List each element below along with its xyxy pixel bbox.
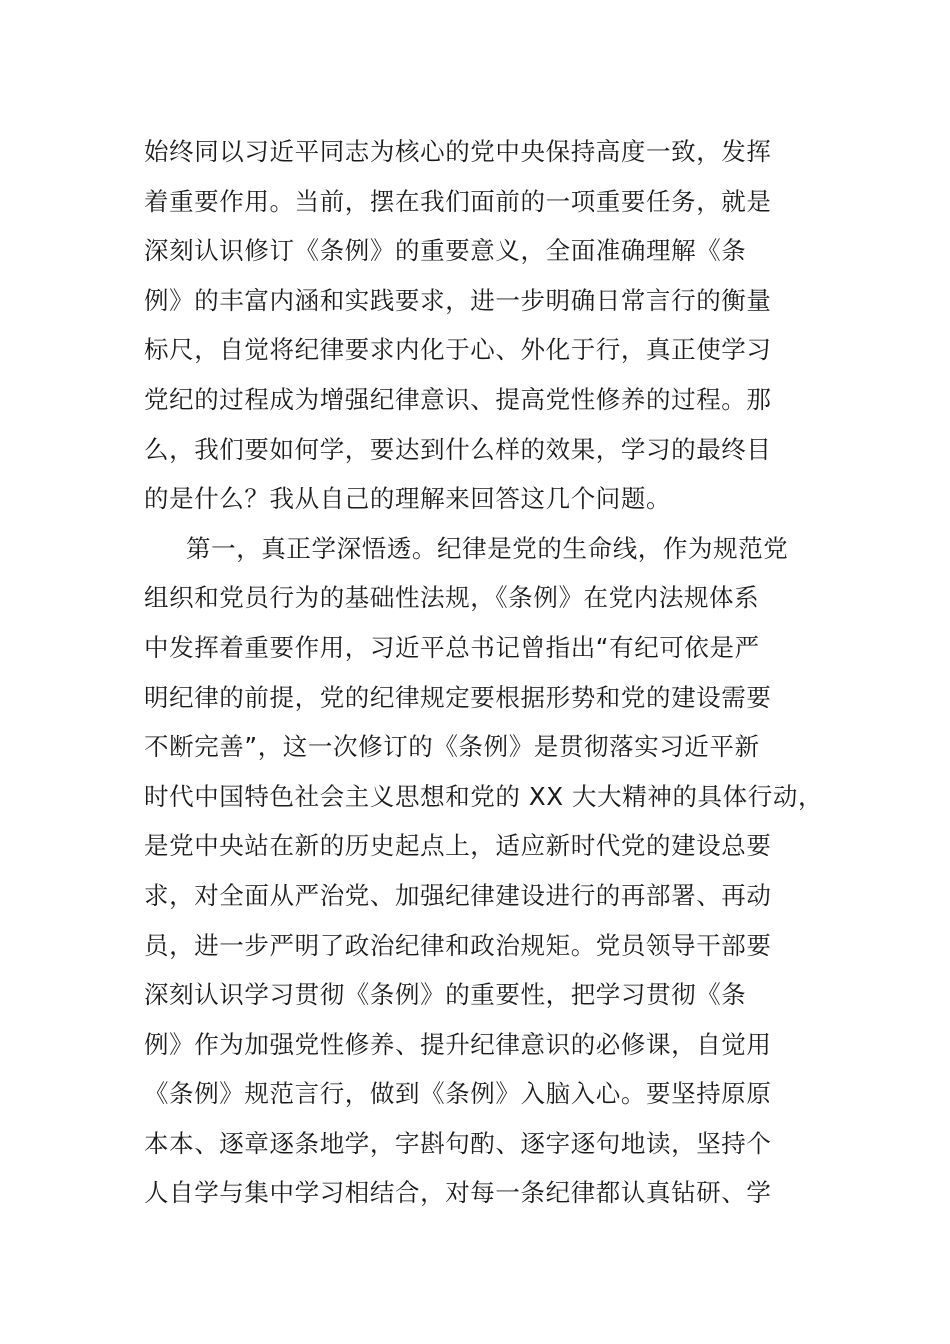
text-line: 的是什么？我从自己的理解来回答这几个问题。 [144, 484, 672, 514]
text-line: 《条例》规范言行，做到《条例》入脑入心。要坚持原原 [144, 1079, 772, 1109]
text-line: 时代中国特色社会主义思想和党的 XX 大大精神的具体行动， [144, 781, 824, 811]
text-line: 人自学与集中学习相结合，对每一条纪律都认真钻研、学 [144, 1178, 772, 1208]
text-line: 员，进一步严明了政治纪律和政治规矩。党员领导干部要 [144, 930, 772, 960]
text-line: 着重要作用。当前，摆在我们面前的一项重要任务，就是 [144, 186, 772, 216]
paragraph-first-line: 第一，真正学深悟透。纪律是党的生命线，作为规范党 [186, 533, 789, 563]
text-line: 组织和党员行为的基础性法规，《条例》在党内法规体系 [144, 583, 760, 613]
text-line: 党纪的过程成为增强纪律意识、提高党性修养的过程。那 [144, 384, 772, 414]
text-line: 求，对全面从严治党、加强纪律建设进行的再部署、再动 [144, 880, 772, 910]
text-line: 本本、逐章逐条地学，字斟句酌、逐字逐句地读，坚持个 [144, 1128, 772, 1158]
text-line: 标尺，自觉将纪律要求内化于心、外化于行，真正使学习 [144, 335, 772, 365]
text-line: 是党中央站在新的历史起点上，适应新时代党的建设总要 [144, 831, 772, 861]
text-line: 中发挥着重要作用，习近平总书记曾指出“有纪可依是严 [144, 632, 760, 662]
text-line: 例》的丰富内涵和实践要求，进一步明确日常言行的衡量 [144, 285, 772, 315]
text-line: 始终同以习近平同志为核心的党中央保持高度一致，发挥 [144, 137, 772, 166]
text-line: 深刻认识学习贯彻《条例》的重要性，把学习贯彻《条 [144, 980, 747, 1010]
text-line: 明纪律的前提，党的纪律规定要根据形势和党的建设需要 [144, 682, 772, 712]
text-line: 不断完善”，这一次修订的《条例》是贯彻落实习近平新 [144, 732, 760, 762]
text-line: 么，我们要如何学，要达到什么样的效果，学习的最终目 [144, 434, 772, 464]
text-line: 例》作为加强党性修养、提升纪律意识的必修课，自觉用 [144, 1029, 772, 1059]
text-line: 深刻认识修订《条例》的重要意义，全面准确理解《条 [144, 236, 747, 266]
document-body [144, 127, 844, 1218]
